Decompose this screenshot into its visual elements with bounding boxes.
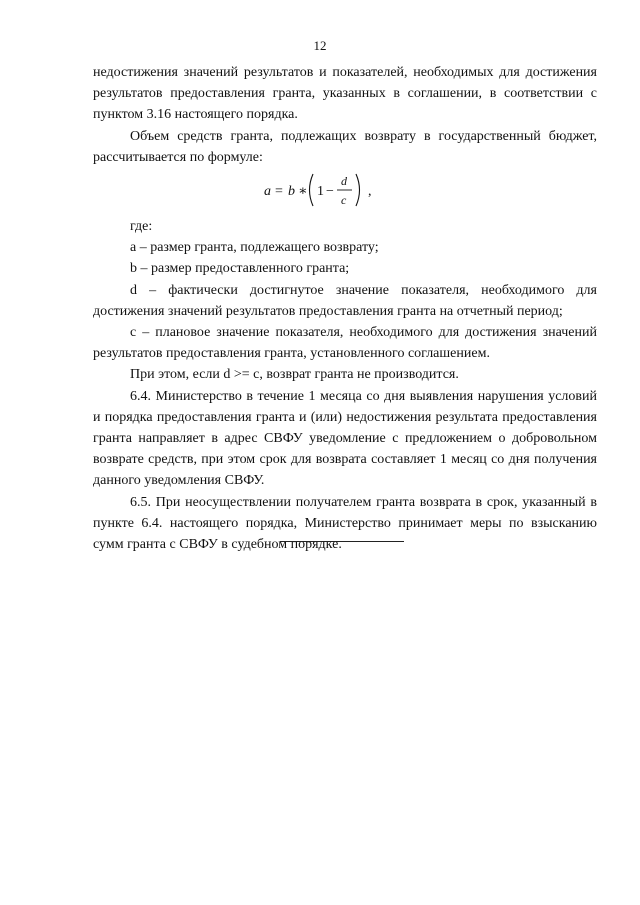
formula-right-paren [356, 174, 360, 206]
definition-b: b – размер предоставленного гранта; [130, 261, 350, 277]
paragraph-continuation: недостижения значений результатов и показателей, необходимых для достижения результатов предоставления гранта, указанных в соглашении, в соответствии с пунктом 3.16 настоящего порядка. [93, 65, 597, 123]
formula-graphic [264, 168, 434, 214]
formula-left-paren [310, 174, 314, 206]
definition-a: a – размер гранта, подлежащего возврату; [130, 240, 379, 256]
formula-minus: − [326, 184, 334, 200]
no-return-condition: При этом, если d >= c, возврат гранта не производится. [130, 367, 459, 383]
definition-c: c – плановое значение показателя, необходимого для достижения значений результатов предоставления гранта, установленного соглашением. [93, 325, 597, 362]
formula-one: 1 [317, 184, 324, 200]
clause-6-5: 6.5. При неосуществлении получателем гранта возврата в срок, указанный в пункте 6.4. настоящего порядка, Министерство принимает меры по взысканию сумм гранта с СВФУ в судебном порядке. [93, 494, 597, 553]
definitions-where: где: [130, 219, 153, 235]
definition-d: d – фактически достигнутое значение показателя, необходимого для достижения значений результатов предоставления гранта на отчетный период; [93, 282, 597, 319]
formula-equals: = [275, 184, 283, 200]
page-number: 12 [313, 38, 327, 53]
formula-numerator: d [341, 174, 347, 189]
formula-times: ∗ [298, 184, 308, 200]
paragraph-formula-intro: Объем средств гранта, подлежащих возврату в государственный бюджет, рассчитывается по формуле: [93, 128, 597, 165]
document-body [93, 62, 597, 555]
return-formula [93, 168, 597, 214]
clause-6-4: 6.4. Министерство в течение 1 месяца со дня выявления нарушения условий и порядка предоставления гранта и (или) недостижения результата предоставления гранта направляет в адрес СВФУ уведомление с предложением о добровольном возврате средств, при этом срок для возврата составляет 1 месяц со дня получения данного уведомления СВФУ. [93, 388, 597, 489]
formula-lhs: a [264, 184, 271, 200]
formula-denominator: c [341, 193, 347, 208]
end-of-document-rule [280, 541, 404, 542]
formula-trailing-comma: , [368, 184, 372, 200]
formula-b: b [288, 184, 295, 200]
